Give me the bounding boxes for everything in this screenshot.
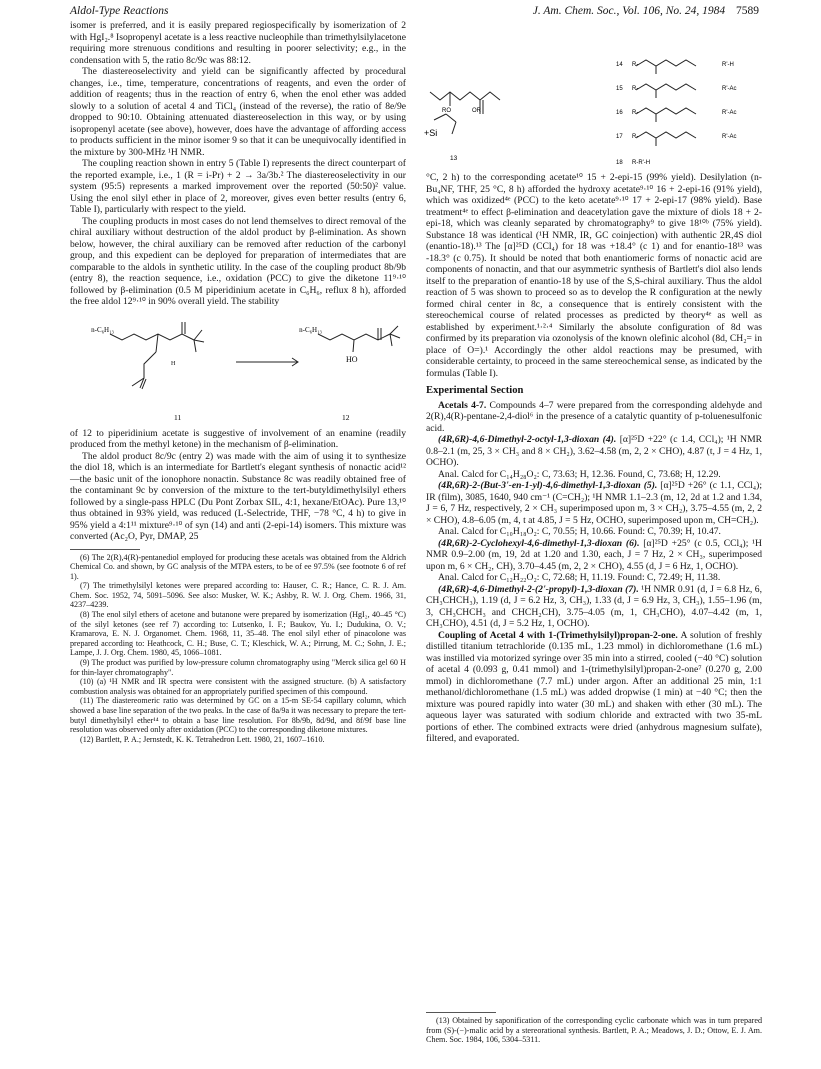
compound-7-title: (4R,6R)-4,6-Dimethyl-2-(2'-propyl)-1,3-dioxan (7). <box>438 583 639 595</box>
left-paragraph-4: The coupling products in most cases do not lend themselves to direct removal of the chiral auxiliary without destruction of the aldol product by β-elimination. As shown below, however, the chiral auxiliary can be removed after reduction of the carbonyl group, and this expedient can be deployed for preparation of intermediates that are comparable to the aldols in synthetic utility. In the case of the coupling product 8b/9b (entry 8), the reaction sequence, i.e., oxidation (PCC) to give the diketone 11⁹·¹⁰ followed by β-elimination (0.5 M piperidinium acetate in C₆H₆, reflux 8 h), afforded the free aldol 12⁹·¹⁰ in 90% overall yield. The stability <box>70 215 406 307</box>
right-paragraph-1: °C, 2 h) to the corresponding acetate¹⁰ 15 + 2-epi-15 (99% yield). Desilylation (n-Bu₄NF, THF, 25 °C, 8 h) afforded the hydroxy acetate⁹·¹⁰ 16 + 2-epi-16 (91% yield), which was oxidized⁴ᵉ (PCC) to the keto acetate⁹·¹⁰ 17 + 2-epi-17 (98% yield). Base treatment⁴ᵉ to effect β-elimination and deacetylation gave the mixture of diols 18 + 2-epi-18, which was cleanly separated by chromatography⁹ to give 18¹⁰ᵇ (75% yield). Substance 18 was identical (¹H NMR, IR, GC coinjection) with authentic 2R,4S diol (enantio-18).¹³ The [α]²⁵D (CCl₄) for 18 was +18.4° (c 1) and for enantio-18¹³ was -18.3° (c 0.75). It should be noted that both enantiomeric forms of nonactic acid are components of nonactin, and that our asymmetric synthesis of Bartlett's diol also lends itself to the preparation of enantio-18 by use of the S,S-chiral auxiliary. Thus the aldol reaction of 5 was shown to proceed so as to develop the R configuration at the newly formed chiral center in 8c, a consequence that is entirely consistent with the stereochemical course of related processes as predicted by theory⁴ᵉ as well as established by experiment.¹·²·⁴ Similarly the absolute configuration of 8d was confirmed by its preparation via ozonolysis of the known olefinic alcohol (8d, CH₂= in place of O=).¹ Accordingly the other aldol reactions may be presumed, with considerable certainty, to proceed in the same stereochemical sense, as indicated by the formulas (Table I). <box>426 172 762 379</box>
row-17-sub: R'-Ac <box>722 134 737 140</box>
structures-13-18 <box>420 52 770 170</box>
coupling-title: Coupling of Acetal 4 with 1-(Trimethylsilyl)propan-2-one. <box>438 629 678 641</box>
label-13: 13 <box>450 155 458 162</box>
fig-ho-label: HO <box>346 354 358 364</box>
footnotes-right <box>426 1006 762 1045</box>
running-header-section: Aldol-Type Reactions <box>70 5 169 17</box>
compound-6-text: [α]²⁵D +25° (c 0.5, CCl₄); ¹H NMR 0.9–2.00 (m, 19, 2d at 1.20 and 1.30, each, J = 7 Hz, 2 × CH₃, superimposed upon m, 6 × CH₂, CH), 3.70–4.45 (m, 2, 2 × CHO), 4.55 (d, J = 6 Hz, 1, OCHO). <box>426 537 762 572</box>
compound-label-12: 12 <box>342 412 350 422</box>
compound-4 <box>426 434 762 469</box>
compound-6 <box>426 538 762 573</box>
row-15-r: R- <box>632 86 639 92</box>
compound-7 <box>426 584 762 630</box>
structure-rows-drawing <box>636 60 696 146</box>
footnotes-left <box>70 553 406 745</box>
left-paragraph-5: of 12 to piperidinium acetate is suggestive of involvement of an enamine (readily produced from the methyl ketone) in the mechanism of β-elimination. <box>70 427 406 450</box>
compound-label-11: 11 <box>174 412 182 422</box>
row-16-r: R- <box>632 110 639 116</box>
footnote-9: (9) The product was purified by low-pressure column chromatography using "Merck silica gel 60 H for thin-layer chromatography". <box>70 658 406 677</box>
row-15-num: 15 <box>616 86 623 92</box>
row-14-r: R- <box>632 62 639 68</box>
row-17-r: R- <box>632 134 639 140</box>
label-ro: RO <box>442 108 451 114</box>
exp-intro-title: Acetals 4-7. <box>438 399 487 411</box>
left-paragraph-6: The aldol product 8c/9c (entry 2) was made with the aim of using it to synthesize the diol 18, which is an intermediate for Bartlett's elegant synthesis of nonactic acid¹² —the basic unit of the ionophore nonactin. Substance 8c was readily obtained free of the contaminant 9c by conversion of the mixture to the tert-butyldimethylsilyl ethers followed by a single-pass HPLC (Du Pont Zorbax SIL, 4:1, hexane/EtOAc). Pure 13,¹⁰ thus obtained in 93% yield, was reduced (L-Selectride, THF, −78 °C, 4 h) to give in 95% yield a 4:1¹¹ mixture⁹·¹⁰ of syn (14) and anti (2-epi-14) isomers. This mixture was converted (Ac₂O, Pyr, DMAP, 25 <box>70 450 406 542</box>
footnote-rule-right <box>426 1012 496 1013</box>
compound-5-anal: Anal. Calcd for C₁₀H₁₈O₂: C, 70.55; H, 10.66. Found: C, 70.39; H, 10.47. <box>438 526 721 537</box>
footnote-7: (7) The trimethylsilyl ketones were prepared according to: Hauser, C. R.; Hance, C. R. J. Am. Chem. Soc. 1952, 74, 5091–5096. See also: Musker, W. K.; Ashby, R. W. J. Org. Chem. 1966, 31, 4237–4239. <box>70 581 406 610</box>
compound-4-anal: Anal. Calcd for C₁₄H₂₈O₂: C, 73.63; H, 12.36. Found, C, 73.68; H, 12.29. <box>438 468 721 480</box>
reaction-arrow <box>236 358 298 366</box>
left-paragraph-3: The coupling reaction shown in entry 5 (Table I) represents the direct counterpart of the reported example, i.e., 1 (R = i-Pr) + 2 → 3a/3b.² The diastereoselectivity in our system (95:5) represents a marked improvement over the reported (50:50)² value. Using the enol silyl ether in place of 2, moreover, gives even better results (entry 6, Table I), particularly with respect to the yield. <box>70 158 406 215</box>
label-or: OR <box>472 108 481 114</box>
left-paragraph-2: The diastereoselectivity and yield can be significantly affected by procedural changes, i.e., time, temperature, concentrations of reagents, and even the order of addition of reagents; thus in the reaction of entry 6, when the enol ether was added slowly to a solution of acetal 4 and TiCl₄ (instead of the reverse), the ratio of 8e/9e dropped to 90:10. Obtaining attenuated diastereoselection in this way, or by using isopropenyl acetate (see above), however, does have the advantage of affording access to products sufficient in the minor isomer 9 so that it can be unequivocally identified in the mixture by 300-MHz ¹H NMR. <box>70 66 406 158</box>
footnote-13: (13) Obtained by saponification of the corresponding cyclic carbonate which was in turn prepared from (S)-(−)-malic acid by a stereorational synthesis. Bartlett, P. A.; Meadows, J. D.; Ottow, E. J. Am. Chem. Soc. 1984, 106, 5304–5311. <box>426 1016 762 1045</box>
structure-12 <box>318 326 400 352</box>
footnote-11: (11) The diastereomeric ratio was determined by GC on a 15-m SE-54 capillary column, which showed a base line separation of the two peaks. In the case of 8a/9a it was necessary to prepare the tert-butyl dimethylsilyl ether¹⁴ to obtain a base line resolution. For 8b/9b, 8d/9d, and 8f/9f base line resolution was observed only after oxidation (PCC) to the corresponding diketone mixtures. <box>70 696 406 735</box>
journal-citation: J. Am. Chem. Soc., Vol. 106, No. 24, 1984 <box>532 5 726 17</box>
compound-5-text: [α]²⁵D +26° (c 1.1, CCl₄); IR (film), 3085, 1640, 940 cm⁻¹ (C=CH₂); ¹H NMR 1.1–2.3 (m, 12, 2d at 1.2 and 1.34, J = 6, 7 Hz, respectively, 2 × CH₃ superimposed upon m, 3 × CH₂), 3.75–4.55 (m, 2, 2 × CHO), 4.8–6.05 (m, 4, t at 4.85, J = 5 Hz, OCHO, superimposed upon m, CH=CH₂). <box>426 480 762 526</box>
footnote-6: (6) The 2(R),4(R)-pentanediol employed for producing these acetals was obtained from the Aldrich Chemical Co. and shown, by GC analysis of the MTPA esters, to be of ee 97.5% (see footnote 6 of ref 1). <box>70 552 406 581</box>
compound-4-title: (4R,6R)-4,6-Dimethyl-2-octyl-1,3-dioxan (4). <box>438 434 617 445</box>
footnote-8: (8) The enol silyl ethers of acetone and butanone were prepared by isomerization (HgI₂, 40–45 °C) of the silyl ketones (see ref 7) according to: Lutsenko, I. F.; Baukov, Yu. I.; Dudukina, O. V.; Kramarova, E. N. J. Organomet. Chem. 1968, 11, 35–48. The enol silyl ether of pinacolone was prepared according to: Heathcock, C. H.; Buse, C. T.; Kleschick, W. A.; Pirrung, M. C.; Sohn, J. E.; Lampe, J. J. Org. Chem. 1980, 45, 1066–1081. <box>70 610 406 658</box>
row-14-sub: R'-H <box>722 62 734 68</box>
footnote-rule <box>70 549 140 550</box>
coupling-procedure <box>426 630 762 745</box>
compound-6-anal: Anal. Calcd for C₁₂H₂₂O₂: C, 72.68; H, 11.19. Found: C, 72.49; H, 11.38. <box>438 572 721 583</box>
compound-7-text: ¹H NMR 0.91 (d, J = 6.8 Hz, 6, CH₃CHCH₃), 1.19 (d, J = 6.2 Hz, 3, CH₃), 1.33 (d, J = 6.9 Hz, 3, CH₃), 1.55–1.96 (m, 3, CH₃CHCH₃ and CHCH₂CH), 3.75–4.05 (m, 1, CH₃CHO), 4.07–4.42 (m, 1, CH₃CHO), 4.51 (d, J = 5.2 Hz, 1, OCHO). <box>426 583 763 629</box>
compound-4-text: [α]²⁵D +22° (c 1.4, CCl₄); ¹H NMR 0.8–2.1 (m, 25, 3 × CH₃ and 8 × CH₂), 3.62–4.58 (m, 2, 2 × CHO), 4.87 (t, J = 4 Hz, 1, OCHO). <box>426 434 763 468</box>
page-number: 7589 <box>736 5 759 17</box>
row-18-r: R-R'-H <box>632 160 651 166</box>
fig-h-mark: H <box>171 360 176 367</box>
structures-drawing <box>420 52 770 170</box>
right-column <box>426 172 762 745</box>
row-18-num: 18 <box>616 160 623 166</box>
compound-5 <box>426 480 762 526</box>
row-15-sub: R'-Ac <box>722 86 737 92</box>
scheme-drawing <box>70 312 406 426</box>
compound-5-title: (4R,6R)-2-(But-3'-en-1-yl)-4,6-dimethyl-1,3-dioxan (5). <box>438 480 658 491</box>
footnote-12: (12) Bartlett, P. A.; Jernstedt, K. K. Tetrahedron Lett. 1980, 21, 1607–1610. <box>80 734 325 744</box>
fig-sub-right: n-C₆H₁₃ <box>299 325 322 334</box>
row-14-num: 14 <box>616 62 623 68</box>
coupling-text: A solution of freshly distilled titanium tetrachloride (0.135 mL, 1.23 mmol) in dichloromethane (1.6 mL) was instilled via motorized syringe over 35 min into a stirred, cooled (−40 °C) solution of acetal 4 (0.093 g, 0.41 mmol) and 1-(trimethylsilyl)propan-2-one⁷ (0.270 g, 2.00 mmol) in dichloromethane (7.7 mL) under argon. After an additional 25 min, 1:1 methanol/dichloromethane (1.5 mL) was added dropwise (1 min) at −40 °C; then the mixture was poured rapidly into water (30 mL) and shaken with ether (30 mL). The aqueous layer was saturated with sodium chloride and extracted with two 35-mL portions of ether. The combined extracts were dried (anhydrous magnesium sulfate), filtered, and evaporated. <box>426 629 763 744</box>
scheme-11-to-12 <box>70 312 406 426</box>
structure-11 <box>110 322 204 389</box>
label-tbs: +Si <box>424 128 438 138</box>
row-16-num: 16 <box>616 110 623 116</box>
left-column <box>70 20 406 744</box>
fig-sub-left: n-C₆H₁₃ <box>91 325 114 334</box>
exp-intro-text: Compounds 4–7 were prepared from the corresponding aldehyde and 2(R),4(R)-pentane-2,4-diol⁶ in the presence of a catalytic quantity of p-toluenesulfonic acid. <box>426 399 763 434</box>
structure-13 <box>430 92 500 134</box>
running-header-journal <box>533 5 759 17</box>
left-paragraph-1: isomer is preferred, and it is easily prepared regiospecifically by isomerization of 2 with HgI₂.⁸ Isopropenyl acetate is a less reactive nucleophile than trimethylsilylacetone requiring more strenuous conditions and resulting in poorer selectivity; e.g., in the condensation with 5, the ratio 8c/9c was 88:12. <box>70 20 406 66</box>
experimental-section-title: Experimental Section <box>426 385 524 396</box>
row-16-sub: R'-Ac <box>722 110 737 116</box>
row-17-num: 17 <box>616 134 623 140</box>
exp-intro <box>426 400 762 435</box>
footnote-10: (10) (a) ¹H NMR and IR spectra were consistent with the assigned structure. (b) A satisfactory combustion analysis was obtained for an appropriately purified specimen of this compound. <box>70 677 406 696</box>
compound-6-title: (4R,6R)-2-Cyclohexyl-4,6-dimethyl-1,3-dioxan (6). <box>438 537 640 549</box>
